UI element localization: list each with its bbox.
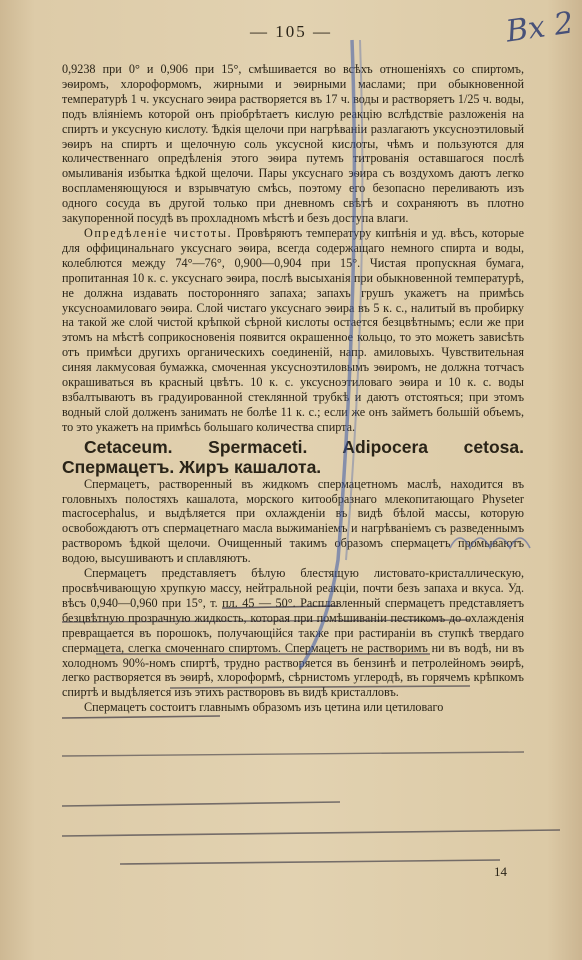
handwritten-stamp: Вх 2 bbox=[504, 5, 577, 50]
paragraph-purity bbox=[62, 226, 524, 435]
page-number: — 105 — bbox=[250, 22, 332, 41]
strike-mark-3 bbox=[62, 716, 220, 718]
strike-mark-4 bbox=[62, 802, 340, 806]
paragraph-origin: Спермацетъ, растворенный въ жидкомъ спермацетномъ маслѣ, находится въ головныхъ полостяхъ кашалота, морского китообразнаго млекопитающаго Physeter macrocephalus, и выдѣляется при охлажденіи въ видѣ бѣлой массы, которую освобождаютъ отъ спермацетнаго масла выжиманіемъ и нагрѣваніемъ съ разведеннымъ растворомъ ѣдкой щелочи. Очищенный такимъ образомъ спермацетъ промываютъ водою, высушиваютъ и сплавляютъ. bbox=[62, 476, 524, 566]
article-title: Cetaceum. Spermaceti. Adipocera cetosa. Спермацетъ. Жиръ кашалота. bbox=[62, 436, 524, 477]
paragraph-properties: 0,9238 при 0° и 0,906 при 15°, смѣшивается во всѣхъ отношеніяхъ со спиртомъ, эѳиромъ, хлороформомъ, жирными и эѳирными маслами; при обыкновенной температурѣ 1 ч. уксуснаго эѳира растворяется въ 17 ч. воды и растворяетъ 1/25 ч. воды, подъ вліяніемъ которой онъ пріобрѣтаетъ кислую реакцію вслѣдствіе разложенія на спиртъ и уксусную кислоту. Ѣдкія щелочи при нагрѣваніи разлагаютъ уксусноэтиловый эѳиръ на спиртъ и щелочную соль уксусной кислоты, чѣмъ и пользуются для количественнаго опредѣленія этого эѳира путемъ титрованія оставшагося послѣ омыливанія избытка ѣдкой щелочи. Пары уксуснаго эѳира съ воздухомъ даютъ легко воспламеняющуюся и взрывчатую смѣсь, поэтому его безопасно переливають изъ одного сосуда въ другой только при дневномъ свѣтѣ и сохраняютъ въ плотно закупоренной посудѣ въ прохладномъ мѣстѣ и безъ доступа влаги. bbox=[62, 62, 524, 226]
paragraph-description: Спермацетъ представляетъ бѣлую блестящую листовато-кристаллическую, просвѣчивающую хрупкую массу, нейтральной реакціи, почти безъ запаха и вкуса. Уд. вѣсъ 0,940—0,960 при 15°, т. пл. 45 — 50°. Расплавленный спермацетъ представляетъ безцвѣтную прозрачную жидкость, которая при помѣшиваніи пестикомъ до охлажденія превращается въ порошокъ, получающійся также при растираніи въ ступкѣ твердаго спермацета, слегка смоченнаго спиртомъ. Спермацетъ не растворимъ ни въ водѣ, ни въ холодномъ 90%-номъ спиртѣ, трудно растворяется въ бензинѣ и петролейномъ эѳирѣ, легко растворяется въ эѳирѣ, хлороформѣ, сѣрнистомъ углеродѣ, въ горячемъ крѣпкомъ спиртѣ и выдѣляется изъ этихъ растворовъ въ видѣ кристалловъ. bbox=[62, 566, 524, 700]
signature-number: 14 bbox=[494, 864, 507, 879]
underline-mark-3 bbox=[62, 752, 524, 756]
strike-mark-5 bbox=[120, 860, 500, 864]
body-text bbox=[62, 62, 524, 715]
paragraph-composition: Спермацетъ состоитъ главнымъ образомъ изъ цетина или цетиловаго bbox=[84, 700, 444, 715]
purity-text: Провѣряютъ температуру кипѣнія и уд. вѣсъ, которые для оффицинальнаго уксуснаго эѳира, всегда содержащаго немного спирта и воды, колеблются между 74°—76°, 0,900—0,904 при 15°. Чистая пропускная бумага, пропитанная 10 к. с. уксуснаго эѳира, послѣ высыханія при обыкновенной температурѣ, не должна издавать посторонняго запаха; запахъ грушъ укажетъ на примѣсь уксусноамиловаго эѳира. Слой чистаго уксуснаго эѳира въ 5 к. с., налитый въ пробирку на такой же слой чистой крѣпкой сѣрной кислоты остается безцвѣтнымъ; если же при этомъ на мѣстѣ соприкосновенія появится окрашенное кольцо, то это можетъ зависѣть отъ примѣси другихъ органическихъ соединеній, напр. амиловыхъ. Чувствительная синяя лакмусовая бумажка, смоченная уксусноэтиловымъ эѳиромъ, не должна тотчасъ окрашиваться въ красный цвѣтъ. 10 к. с. уксусноэтиловаго эѳира и 10 к. с. воды взбалтываютъ въ градуированной стеклянной трубкѣ и даютъ отстояться; при этомъ водный слой долженъ занимать не болѣе 11 к. с.; если же онъ займетъ большій объемъ, то это укажетъ на примѣсь большаго количества спирта. bbox=[62, 225, 524, 434]
purity-heading: Опредѣленіе чистоты. bbox=[84, 225, 233, 240]
underline-mark-4 bbox=[62, 830, 560, 836]
